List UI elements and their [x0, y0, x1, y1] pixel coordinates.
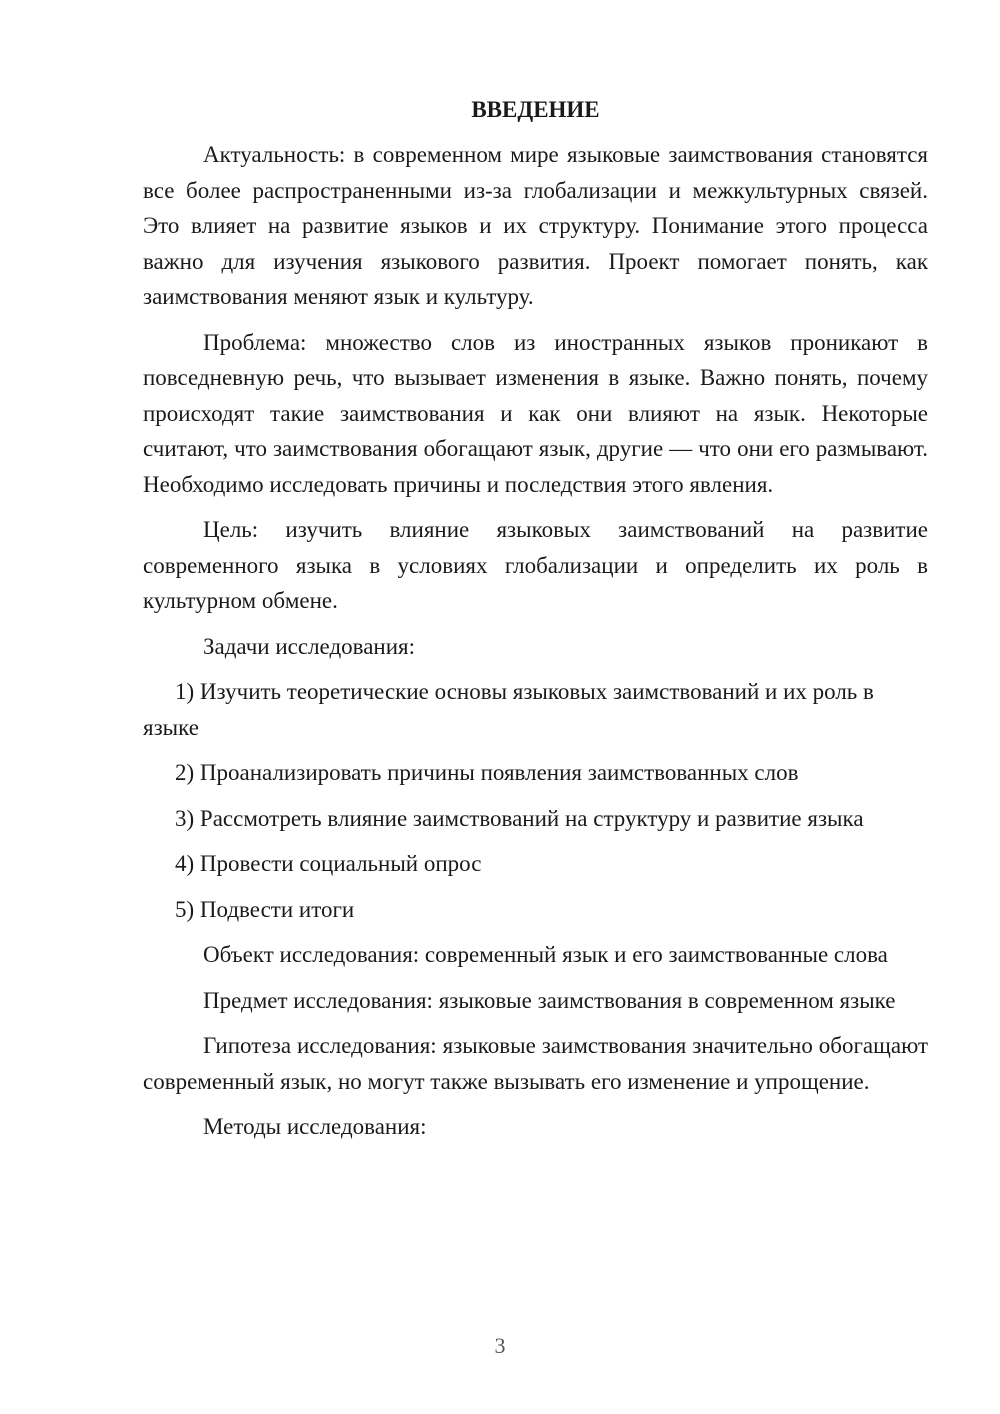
document-page — [143, 92, 928, 1155]
problem-paragraph: Проблема: множество слов из иностранных языков проникают в повседневную речь, что вызывает изменения в языке. Важно понять, почему происходят такие заимствования и как они влияют на язык. Некоторые считают, что заимствования обогащают язык, другие — что они его размывают. Необходимо исследовать причины и последствия этого явления. — [143, 329, 928, 497]
page-number: 3 — [494, 1333, 506, 1358]
object-paragraph: Объект исследования: современный язык и его заимствованные слова — [203, 942, 888, 967]
goal-paragraph: Цель: изучить влияние языковых заимствований на развитие современного языка в условиях глобализации и определить их роль в культурном обмене. — [143, 517, 928, 613]
tasks-heading: Задачи исследования: — [203, 633, 416, 659]
task-item-2: 2) Проанализировать причины появления заимствованных слов — [175, 760, 799, 785]
subject-paragraph: Предмет исследования: языковые заимствования в современном языке — [203, 987, 896, 1013]
hypothesis-paragraph: Гипотеза исследования: языковые заимствования значительно обогащают современный язык, но могут также вызывать его изменение и упрощение. — [143, 1033, 928, 1094]
task-item-1: 1) Изучить теоретические основы языковых заимствований и их роль в языке — [143, 679, 874, 740]
task-item-4: 4) Провести социальный опрос — [175, 851, 482, 876]
methods-heading: Методы исследования: — [203, 1114, 427, 1139]
task-item-5: 5) Подвести итоги — [175, 896, 355, 922]
task-item-3: 3) Рассмотреть влияние заимствований на структуру и развитие языка — [175, 805, 864, 831]
page-title: ВВЕДЕНИЕ — [471, 97, 600, 122]
relevance-paragraph: Актуальность: в современном мире языковые заимствования становятся все более распространенными из-за глобализации и межкультурных связей. Это влияет на развитие языков и их структуру. Понимание этого процесса важно для изучения языкового развития. Проект помогает понять, как заимствования меняют язык и культуру. — [143, 142, 928, 309]
